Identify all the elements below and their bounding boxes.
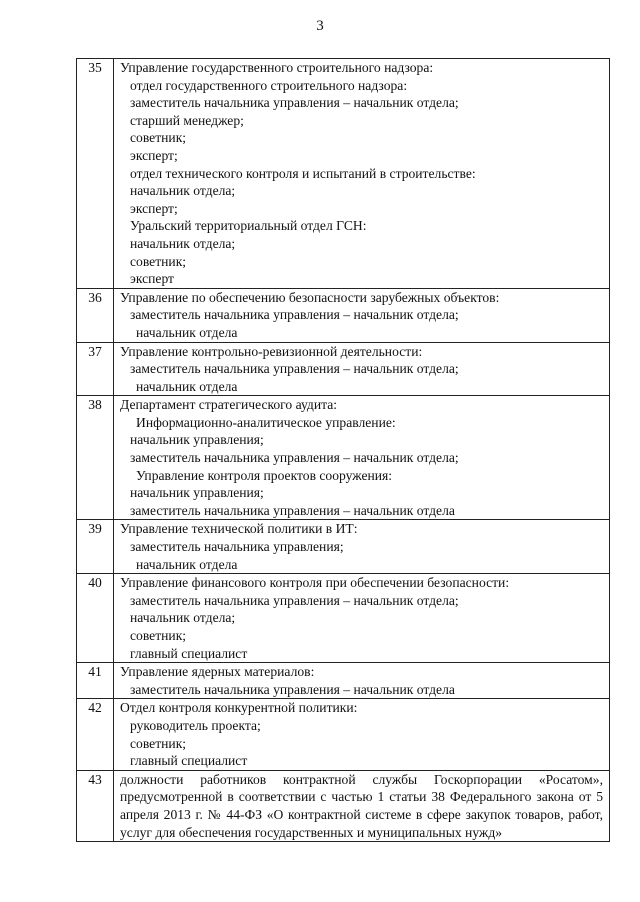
position-line: заместитель начальника управления – начальник отдела xyxy=(130,681,455,697)
row-number: 37 xyxy=(77,342,114,396)
position-line: Информационно-аналитическое управление: xyxy=(136,414,396,430)
page-number: 3 xyxy=(316,18,324,34)
row-content xyxy=(114,770,610,841)
position-line: главный специалист xyxy=(130,645,248,661)
row-content xyxy=(114,574,610,663)
position-line: советник; xyxy=(130,628,187,643)
positions-table xyxy=(76,58,610,842)
position-line: советник; xyxy=(130,130,187,146)
section-heading: Отдел контроля конкурентной политики: xyxy=(120,700,358,716)
table-row xyxy=(77,396,610,520)
position-line: руководитель проекта; xyxy=(130,717,261,733)
position-line: заместитель начальника управления – начальник отдела; xyxy=(130,361,459,377)
row-number: 36 xyxy=(77,288,114,342)
row-number: 40 xyxy=(77,574,114,663)
table-row xyxy=(77,342,610,396)
table-row xyxy=(77,288,610,342)
row-content xyxy=(114,663,610,699)
position-line: эксперт; xyxy=(130,200,178,216)
position-line: заместитель начальника управления – начальник отдела; xyxy=(130,592,459,608)
row-content xyxy=(114,520,610,574)
position-line: главный специалист xyxy=(130,753,248,769)
row-content xyxy=(114,59,610,289)
position-line: начальник отдела xyxy=(136,378,238,394)
section-heading: Управление финансового контроля при обеспечении безопасности: xyxy=(120,575,510,591)
position-line: начальник отдела; xyxy=(130,183,236,199)
position-line: начальник отдела xyxy=(136,324,238,340)
row-number: 39 xyxy=(77,520,114,574)
table-row xyxy=(77,574,610,663)
position-line: заместитель начальника управления; xyxy=(130,539,344,555)
section-heading: Управление государственного строительного надзора: xyxy=(120,60,434,75)
position-line: начальник отдела; xyxy=(130,610,236,626)
position-line: эксперт xyxy=(130,271,175,287)
table-row xyxy=(77,699,610,770)
section-heading: Управление технической политики в ИТ: xyxy=(120,521,358,537)
section-heading: Управление по обеспечению безопасности зарубежных объектов: xyxy=(120,289,500,305)
table-row xyxy=(77,770,610,841)
table-row xyxy=(77,663,610,699)
position-line: старший менеджер; xyxy=(130,112,244,128)
table-row xyxy=(77,59,610,289)
position-line: заместитель начальника управления – начальник отдела; xyxy=(130,95,459,111)
position-line: начальник управления; xyxy=(130,432,264,448)
row-content xyxy=(114,288,610,342)
position-line: начальник управления; xyxy=(130,485,264,501)
section-heading: Управление ядерных материалов: xyxy=(120,664,315,680)
row-number: 42 xyxy=(77,699,114,770)
row-content xyxy=(114,396,610,520)
position-line: заместитель начальника управления – начальник отдела; xyxy=(130,450,459,466)
position-line: советник; xyxy=(130,253,187,269)
position-line: начальник отдела xyxy=(136,556,238,572)
position-line: эксперт; xyxy=(130,147,178,163)
row-content xyxy=(114,699,610,770)
table-row xyxy=(77,520,610,574)
row-content xyxy=(114,342,610,396)
section-heading: Департамент стратегического аудита: xyxy=(120,397,338,413)
position-line: начальник отдела; xyxy=(130,235,236,251)
position-line: Управление контроля проектов сооружения: xyxy=(136,467,393,483)
row-number: 35 xyxy=(77,59,114,289)
position-line: Уральский территориальный отдел ГСН: xyxy=(130,218,367,234)
position-line: советник; xyxy=(130,735,187,751)
section-heading: Управление контрольно-ревизионной деятельности: xyxy=(120,343,423,359)
position-line: отдел государственного строительного надзора: xyxy=(130,77,408,93)
positions-table-body xyxy=(77,59,610,842)
position-line: заместитель начальника управления – начальник отдела; xyxy=(130,307,459,323)
row-number: 41 xyxy=(77,663,114,699)
row-number: 38 xyxy=(77,396,114,520)
position-line: заместитель начальника управления – начальник отдела xyxy=(130,502,455,518)
row-number: 43 xyxy=(77,770,114,841)
paragraph-text: должности работников контрактной службы Госкорпорации «Росатом», предусмотренной в соответствии с частью 1 статьи 38 Федерального закона от 5 апреля 2013 г. № 44-ФЗ «О контрактной системе в сфере закупок товаров, работ, услуг для обеспечения государственных и муниципальных нужд» xyxy=(120,771,603,840)
position-line: отдел технического контроля и испытаний в строительстве: xyxy=(130,165,476,181)
